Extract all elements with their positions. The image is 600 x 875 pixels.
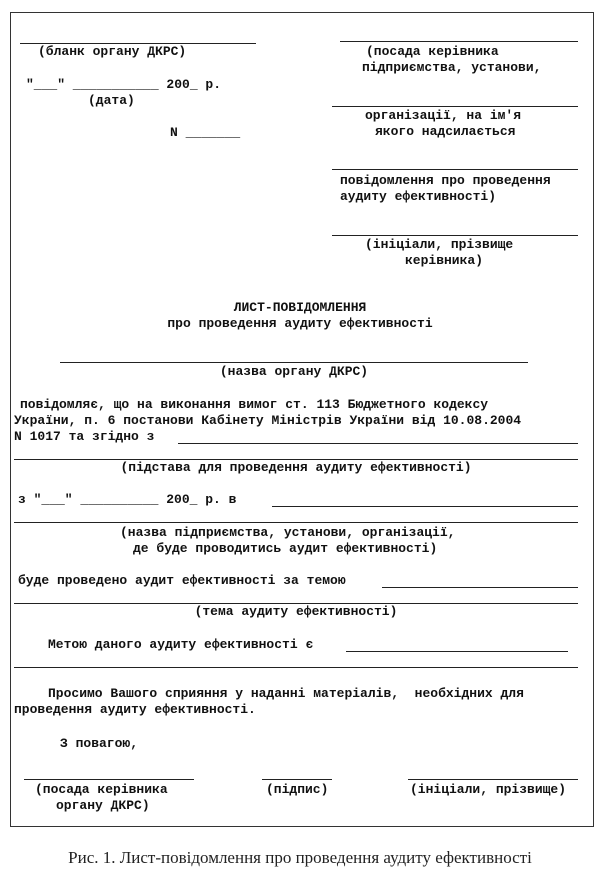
goal-line-2	[14, 667, 578, 668]
addressee-line-4	[332, 235, 578, 236]
enterprise-label-2: де буде проводитись аудит ефективності)	[133, 541, 438, 556]
addressee-line-1	[340, 41, 578, 42]
para1-line-3: N 1017 та згідно з	[14, 429, 155, 444]
topic-line-1	[382, 587, 578, 588]
date-line: "___" ___________ 200_ р.	[26, 77, 222, 92]
addressee-line-2	[332, 106, 578, 107]
signature-initials-line	[408, 779, 578, 780]
basis-label: (підстава для проведення аудиту ефективності)	[120, 460, 472, 475]
date-label: (дата)	[88, 93, 135, 108]
org-line-1: організації, на ім'я	[365, 108, 522, 123]
organ-line	[60, 362, 528, 363]
para1-line-1: повідомляє, що на виконання вимог ст. 113 Бюджетного кодексу	[20, 397, 489, 412]
basis-line-1	[178, 443, 578, 444]
signature-position-line	[24, 779, 194, 780]
initials-line-1: (ініціали, прізвище	[365, 237, 514, 252]
goal-line-1	[346, 651, 568, 652]
signature-initials-label: (ініціали, прізвище)	[410, 782, 567, 797]
request-line-1: Просимо Вашого сприяння у наданні матеріалів, необхідних для	[48, 686, 524, 701]
regards: З повагою,	[60, 736, 139, 751]
signature-position-line-2: органу ДКРС)	[56, 798, 150, 813]
request-line-2: проведення аудиту ефективності.	[14, 702, 256, 717]
blank-label: (бланк органу ДКРС)	[38, 44, 187, 59]
position-line-1: (посада керівника	[366, 44, 499, 59]
topic-label: (тема аудиту ефективності)	[194, 604, 398, 619]
position-line-2: підприємства, установи,	[362, 60, 542, 75]
notice-line-1: повідомлення про проведення	[340, 173, 551, 188]
signature-position-line-1: (посада керівника	[35, 782, 168, 797]
organ-label: (назва органу ДКРС)	[219, 364, 369, 379]
enterprise-line-1	[272, 506, 578, 507]
topic-row: буде проведено аудит ефективності за темою	[18, 573, 346, 588]
notice-line-2: аудиту ефективності)	[340, 189, 497, 204]
signature-sign-line	[262, 779, 332, 780]
signature-sign-label: (підпис)	[266, 782, 329, 797]
addressee-line-3	[332, 169, 578, 170]
date-row: з "___" __________ 200_ р. в	[18, 492, 237, 507]
org-line-2: якого надсилається	[375, 124, 516, 139]
number-line: N _______	[170, 125, 241, 140]
goal-row: Метою даного аудиту ефективності є	[48, 637, 314, 652]
enterprise-line-2	[14, 522, 578, 523]
initials-line-2: керівника)	[405, 253, 484, 268]
document-title: ЛИСТ-ПОВІДОМЛЕННЯ	[233, 300, 367, 315]
para1-line-2: України, п. 6 постанови Кабінету Міністрів України від 10.08.2004	[14, 413, 522, 428]
document-subtitle: про проведення аудиту ефективності	[167, 316, 433, 331]
figure-caption: Рис. 1. Лист-повідомлення про проведення аудиту ефективності	[68, 848, 532, 867]
enterprise-label-1: (назва підприємства, установи, організації,	[120, 525, 456, 540]
